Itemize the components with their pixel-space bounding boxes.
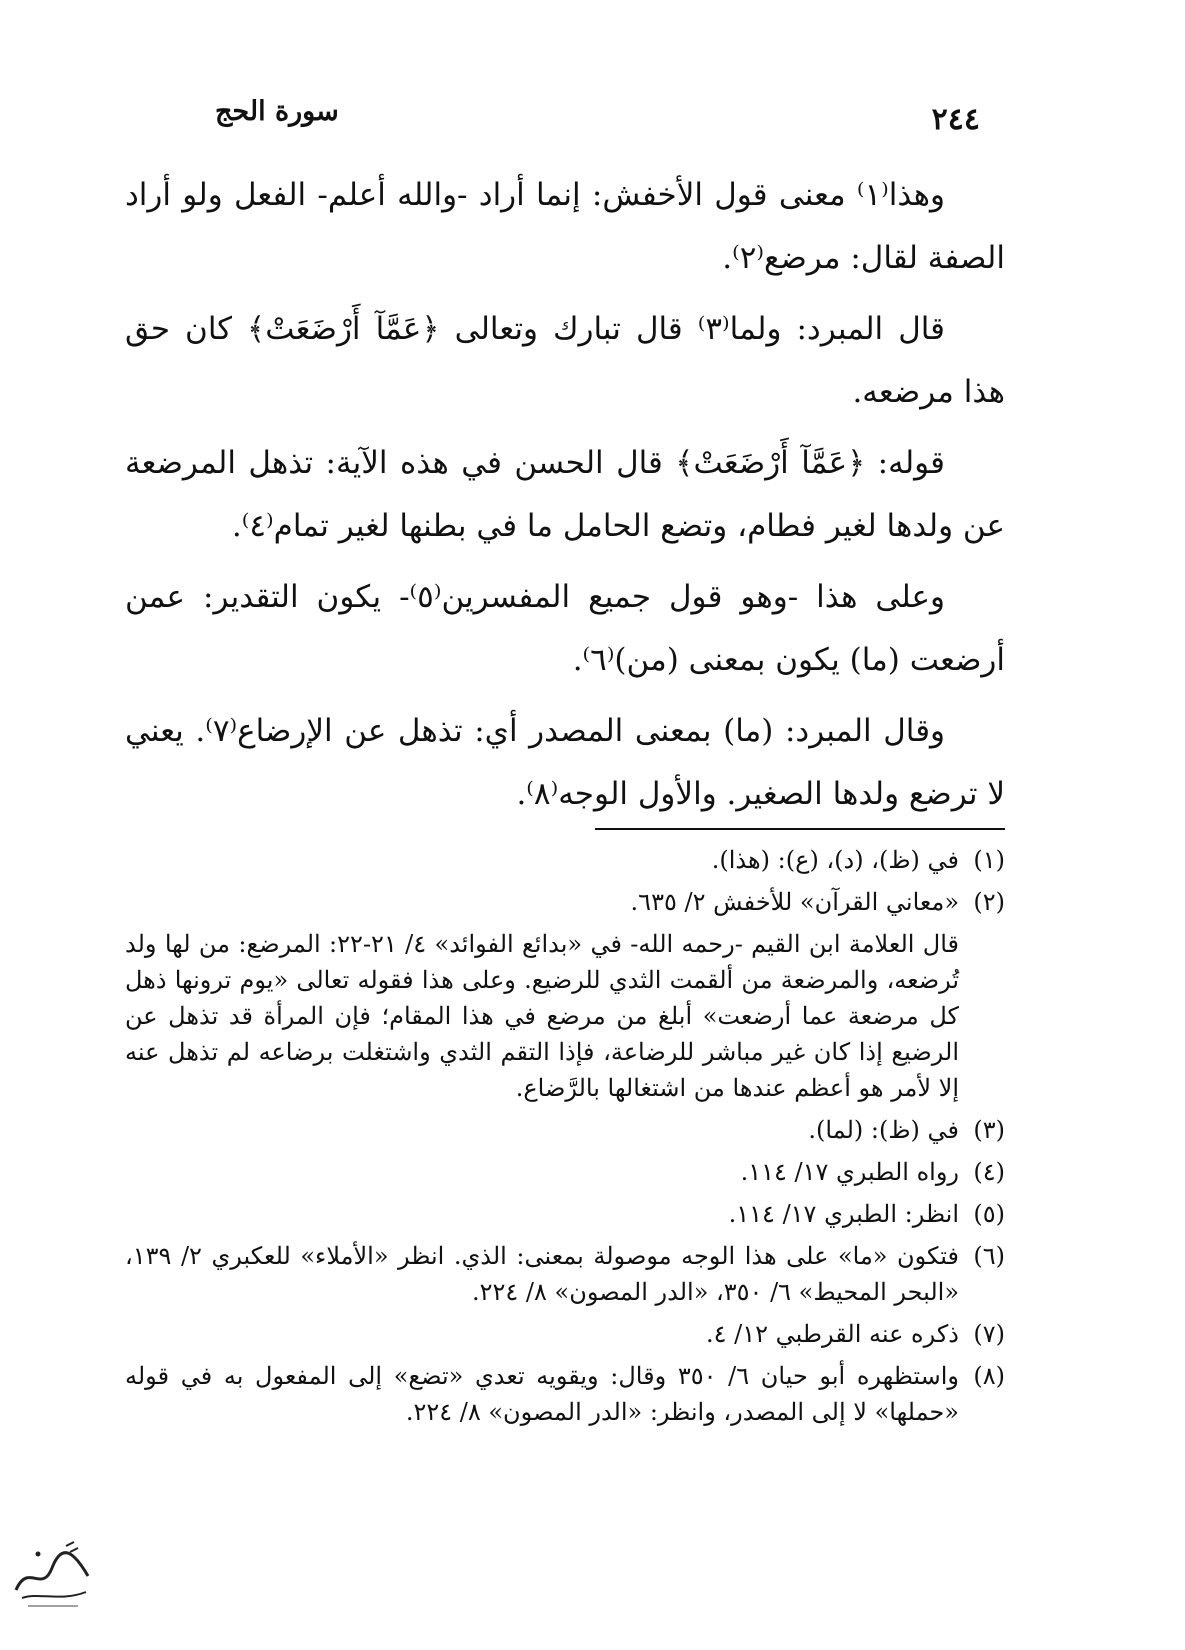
paragraph: وعلى هذا -وهو قول جميع المفسرين⁽٥⁾- يكون التقدير: عمن أرضعت (ما) يكون بمعنى (من)⁽٦⁾. bbox=[125, 579, 1005, 678]
footnote-text: في (ظ): (لما). bbox=[808, 1116, 959, 1144]
paragraph: قال المبرد: ولما⁽٣⁾ قال تبارك وتعالى ﴿عَمَّآ أَرْضَعَتْ﴾ كان حق هذا مرضعه. bbox=[125, 311, 1005, 410]
footnote-text: فتكون «ما» على هذا الوجه موصولة بمعنى: الذي. انظر «الأملاء» للعكبري ٢/ ١٣٩، «البحر المحيط» ٦/ ٣٥٠، «الدر المصون» ٨/ ٢٢٤. bbox=[125, 1242, 959, 1306]
main-text bbox=[125, 164, 1005, 834]
footnote bbox=[125, 1196, 1005, 1232]
footnote-text: واستظهره أبو حيان ٦/ ٣٥٠ وقال: ويقويه تعدي «تضع» إلى المفعول به في قوله «حملها» لا إلى المصدر، وانظر: «الدر المصون» ٨/ ٢٢٤. bbox=[125, 1362, 960, 1426]
footnote-text: ذكره عنه القرطبي ١٢/ ٤. bbox=[706, 1320, 959, 1348]
footnote-continuation: قال العلامة ابن القيم -رحمه الله- في «بدائع الفوائد» ٤/ ٢١-٢٢: المرضع: من لها ولد تُرضعه، والمرضعة من ألقمت الثدي للرضيع. وعلى هذا فقوله تعالى «يوم ترونها ذهل كل مرضعة عما أرضعت» أبلغ من مرضع في هذا المقام؛ فإن المرأة قد تذهل عن الرضيع إذا كان غير مباشر للرضاعة، فإذا التقم الثدي واشتغلت برضاعه لم تذهل عنه إلا لأمر هو أعظم عندها من اشتغالها بالرَّضاع. bbox=[125, 930, 960, 1102]
page-number: ٢٤٤ bbox=[931, 102, 980, 137]
footnote bbox=[125, 1358, 1005, 1430]
footnote bbox=[125, 842, 1005, 878]
paragraph: وقال المبرد: (ما) بمعنى المصدر أي: تذهل عن الإرضاع⁽٧⁾. يعني لا ترضع ولدها الصغير. والأول الوجه⁽٨⁾. bbox=[125, 713, 1005, 812]
library-logo bbox=[8, 1532, 98, 1612]
footnote-text: رواه الطبري ١٧/ ١١٤. bbox=[740, 1158, 959, 1186]
footnote-text: في (ظ)، (د)، (ع): (هذا). bbox=[711, 846, 959, 874]
footnotes bbox=[125, 842, 1005, 1436]
footnote-number: (٢) bbox=[973, 888, 1005, 916]
footnote-text: «معاني القرآن» للأخفش ٢/ ٦٣٥. bbox=[630, 888, 959, 916]
footnote-number: (٨) bbox=[973, 1362, 1005, 1390]
paragraph: قوله: ﴿عَمَّآ أَرْضَعَتْ﴾ قال الحسن في هذه الآية: تذهل المرضعة عن ولدها لغير فطام، وتضع الحامل ما في بطنها لغير تمام⁽٤⁾. bbox=[125, 445, 1005, 544]
footnote-number: (٣) bbox=[973, 1116, 1005, 1144]
footnote bbox=[125, 1154, 1005, 1190]
footnote bbox=[125, 1316, 1005, 1352]
footnote-number: (٤) bbox=[973, 1158, 1005, 1186]
footnote-number: (٧) bbox=[973, 1320, 1005, 1348]
paragraph: وهذا⁽١⁾ معنى قول الأخفش: إنما أراد -والله أعلم- الفعل ولو أراد الصفة لقال: مرضع⁽٢⁾. bbox=[125, 177, 1005, 276]
footnote-number: (٦) bbox=[973, 1242, 1005, 1270]
running-title: سورة الحج bbox=[215, 96, 339, 127]
footnote bbox=[125, 1238, 1005, 1310]
footnote-text: انظر: الطبري ١٧/ ١١٤. bbox=[728, 1200, 959, 1228]
page-header bbox=[215, 96, 980, 146]
footnote bbox=[125, 884, 1005, 920]
footnote-separator bbox=[595, 828, 1005, 830]
footnote-number: (٥) bbox=[973, 1200, 1005, 1228]
footnote-number: (١) bbox=[973, 846, 1005, 874]
footnote bbox=[125, 1112, 1005, 1148]
